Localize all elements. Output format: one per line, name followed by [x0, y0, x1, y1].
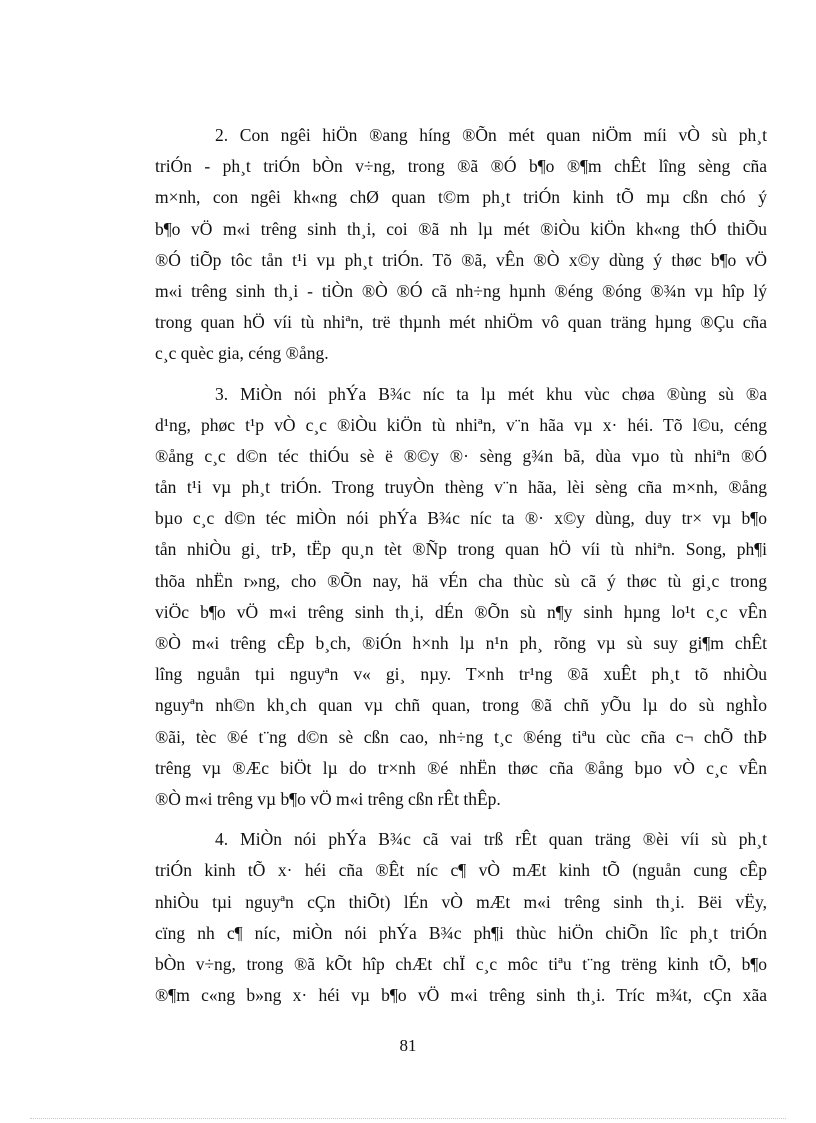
text-line: lîng nguån tµi nguyªn v« gi¸ nµy. T×nh tr¹ng ®ã xuÊt ph¸t tõ nhiÒu [155, 664, 767, 685]
text-line: nhiÒu tµi nguyªn cÇn thiÕt) lÉn vÒ mÆt m«i trêng sinh th¸i. Bëi vËy, [155, 891, 767, 912]
text-line: ®ãi, tèc ®é t¨ng d©n sè cßn cao, nh÷ng t¸c ®éng tiªu cùc cña c¬ chÕ thÞ [155, 726, 767, 747]
text-line: 3. MiÒn nói phÝa B¾c níc ta lµ mét khu vùc chøa ®ùng sù ®a [215, 383, 767, 404]
text-line: nguyªn nh©n kh¸ch quan vµ chñ quan, trong ®ã chñ yÕu lµ do sù nghÌo [155, 695, 767, 716]
body-text [155, 120, 767, 1011]
page-edge-divider [30, 1118, 786, 1119]
text-line: cïng nh c¶ níc, miÒn nói phÝa B¾c ph¶i thùc hiÖn chiÕn lîc ph¸t triÓn [155, 922, 767, 943]
paragraph-4 [155, 824, 767, 1011]
text-line: c¸c quèc gia, céng ®ång. [155, 343, 329, 364]
text-line: trong quan hÖ víi tù nhiªn, trë thµnh mét nhiÖm vô quan träng hµng ®Çu cña [155, 312, 767, 333]
text-line: triÓn kinh tÕ x· héi cña ®Êt níc c¶ vÒ mÆt kinh tÕ (nguån cung cÊp [155, 860, 767, 881]
text-line: viÖc b¶o vÖ m«i trêng sinh th¸i, dÉn ®Õn sù n¶y sinh hµng lo¹t c¸c vÊn [155, 601, 767, 622]
text-line: ®¶m c«ng b»ng x· héi vµ b¶o vÖ m«i trêng sinh th¸i. Tríc m¾t, cÇn xãa [155, 985, 767, 1006]
text-line: m×nh, con ngêi kh«ng chØ quan t©m ph¸t triÓn kinh tÕ mµ cßn chó ý [155, 187, 767, 208]
page-number: 81 [399, 1036, 417, 1055]
text-line: 4. MiÒn nói phÝa B¾c cã vai trß rÊt quan träng ®èi víi sù ph¸t [215, 829, 767, 850]
text-line: ®ång c¸c d©n téc thiÓu sè ë ®©y ®· sèng g¾n bã, dùa vµo tù nhiªn ®Ó [155, 445, 767, 466]
text-line: tån nhiÒu gi¸ trÞ, tËp qu¸n tèt ®Ñp trong quan hÖ víi tù nhiªn. Song, ph¶i [155, 539, 767, 560]
text-line: trêng vµ ®Æc biÖt lµ do tr×nh ®é nhËn thøc cña ®ång bµo vÒ c¸c vÊn [155, 757, 767, 778]
text-line: d¹ng, phøc t¹p vÒ c¸c ®iÒu kiÖn tù nhiªn, v¨n hãa vµ x· héi. Tõ l©u, céng [155, 414, 767, 435]
text-line: tån t¹i vµ ph¸t triÓn. Trong truyÒn thèng v¨n hãa, lèi sèng cña m×nh, ®ång [155, 477, 767, 498]
text-line: thõa nhËn r»ng, cho ®Õn nay, hä vÉn cha thùc sù cã ý thøc tù gi¸c trong [155, 570, 767, 591]
paragraph-2 [155, 120, 767, 370]
paragraph-3 [155, 379, 767, 816]
text-line: ®Ò m«i trêng vµ b¶o vÖ m«i trêng cßn rÊt thÊp. [155, 788, 501, 809]
text-line: bµo c¸c d©n téc miÒn nói phÝa B¾c níc ta ®· x©y dùng, duy tr× vµ b¶o [155, 508, 767, 529]
text-line: 2. Con ngêi hiÖn ®ang híng ®Õn mét quan niÖm míi vÒ sù ph¸t [215, 125, 767, 145]
text-line: ®Ò m«i trêng cÊp b¸ch, ®iÓn h×nh lµ n¹n ph¸ rõng vµ sù suy gi¶m chÊt [155, 633, 767, 653]
text-line: bÒn v÷ng, trong ®ã kÕt hîp chÆt chÏ c¸c môc tiªu t¨ng trëng kinh tÕ, b¶o [155, 953, 767, 974]
text-line: ®Ó tiÕp tôc tån t¹i vµ ph¸t triÓn. Tõ ®ã, vÊn ®Ò x©y dùng ý thøc b¶o vÖ [155, 249, 767, 270]
text-line: m«i trêng sinh th¸i - tiÒn ®Ò ®Ó cã nh÷ng hµnh ®éng ®óng ®¾n vµ hîp lý [155, 280, 767, 301]
text-line: triÓn - ph¸t triÓn bÒn v÷ng, trong ®ã ®Ó b¶o ®¶m chÊt lîng sèng cña [155, 156, 767, 177]
text-line: b¶o vÖ m«i trêng sinh th¸i, coi ®ã nh lµ mét ®iÒu kiÖn kh«ng thÓ thiÕu [155, 218, 767, 239]
